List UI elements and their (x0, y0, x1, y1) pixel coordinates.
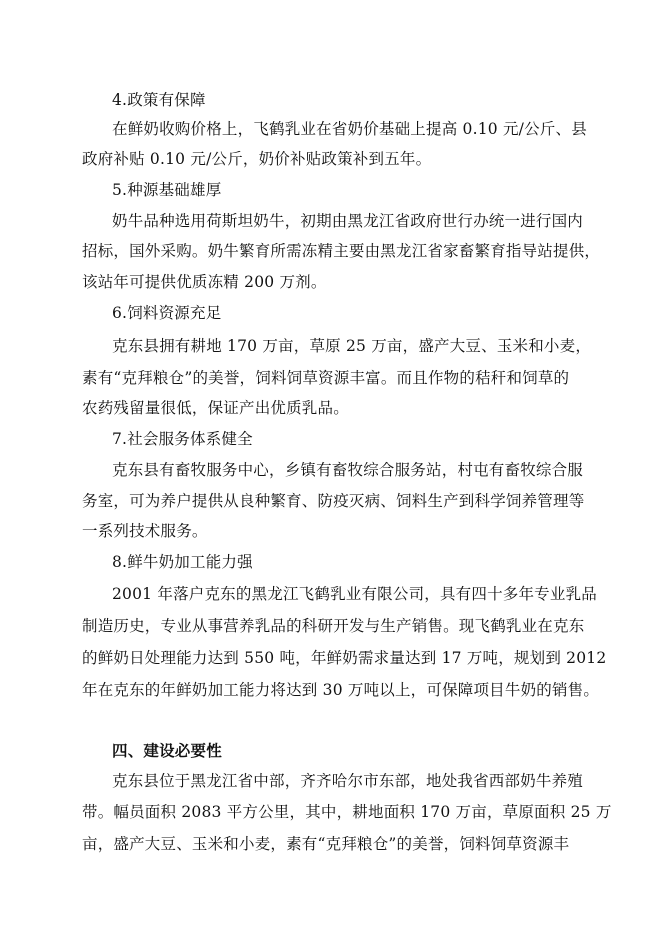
paragraph-line: 该站年可提供优质冻精 200 万剂。 (82, 273, 327, 291)
paragraph-line: 素有“克拜粮仓”的美誉，饲料饲草资源丰富。而且作物的秸秆和饲草的 (82, 369, 570, 387)
paragraph-line: 招标，国外采购。奶牛繁育所需冻精主要由黑龙江省家畜繁育指导站提供， (82, 242, 601, 260)
paragraph-line: 政府补贴 0.10 元/公斤，奶价补贴政策补到五年。 (82, 150, 432, 168)
paragraph-line: 务室，可为养户提供从良种繁育、防疫灭病、饲料生产到科学饲养管理等 (82, 492, 585, 510)
paragraph-line: 的鲜奶日处理能力达到 550 吨，年鲜奶需求量达到 17 万吨，规划到 2012 (82, 649, 607, 667)
paragraph-line: 年在克东的年鲜奶加工能力将达到 30 万吨以上，可保障项目牛奶的销售。 (82, 681, 600, 699)
paragraph-line: 农药残留量很低，保证产出优质乳品。 (82, 399, 349, 417)
paragraph-line: 亩，盛产大豆、玉米和小麦，素有“克拜粮仓”的美誉，饲料饲草资源丰 (82, 835, 570, 853)
subheading-processing: 8.鲜牛奶加工能力强 (112, 553, 253, 571)
paragraph-line: 克东县有畜牧服务中心，乡镇有畜牧综合服务站，村屯有畜牧综合服 (112, 461, 584, 479)
subheading-feed: 6.饲料资源充足 (112, 304, 222, 322)
paragraph-line: 克东县拥有耕地 170 万亩，草原 25 万亩，盛产大豆、玉米和小麦， (112, 337, 592, 355)
paragraph-line: 带。幅员面积 2083 平方公里，其中，耕地面积 170 万亩，草原面积 25 万 (82, 803, 612, 821)
subheading-breed: 5.种源基础雄厚 (112, 181, 222, 199)
subheading-service: 7.社会服务体系健全 (112, 430, 253, 448)
paragraph-line: 克东县位于黑龙江省中部，齐齐哈尔市东部，地处我省西部奶牛养殖 (112, 772, 584, 790)
paragraph-line: 2001 年落户克东的黑龙江飞鹤乳业有限公司，具有四十多年专业乳品 (112, 585, 597, 603)
paragraph-line: 制造历史，专业从事营养乳品的科研开发与生产销售。现飞鹤乳业在克东 (82, 617, 585, 635)
paragraph-line: 奶牛品种选用荷斯坦奶牛，初期由黑龙江省政府世行办统一进行国内 (112, 212, 584, 230)
paragraph-line: 在鲜奶收购价格上，飞鹤乳业在省奶价基础上提高 0.10 元/公斤、县 (112, 120, 587, 138)
section-heading-necessity: 四、建设必要性 (112, 741, 222, 760)
paragraph-line: 一系列技术服务。 (82, 522, 208, 540)
subheading-policy: 4.政策有保障 (112, 91, 206, 109)
